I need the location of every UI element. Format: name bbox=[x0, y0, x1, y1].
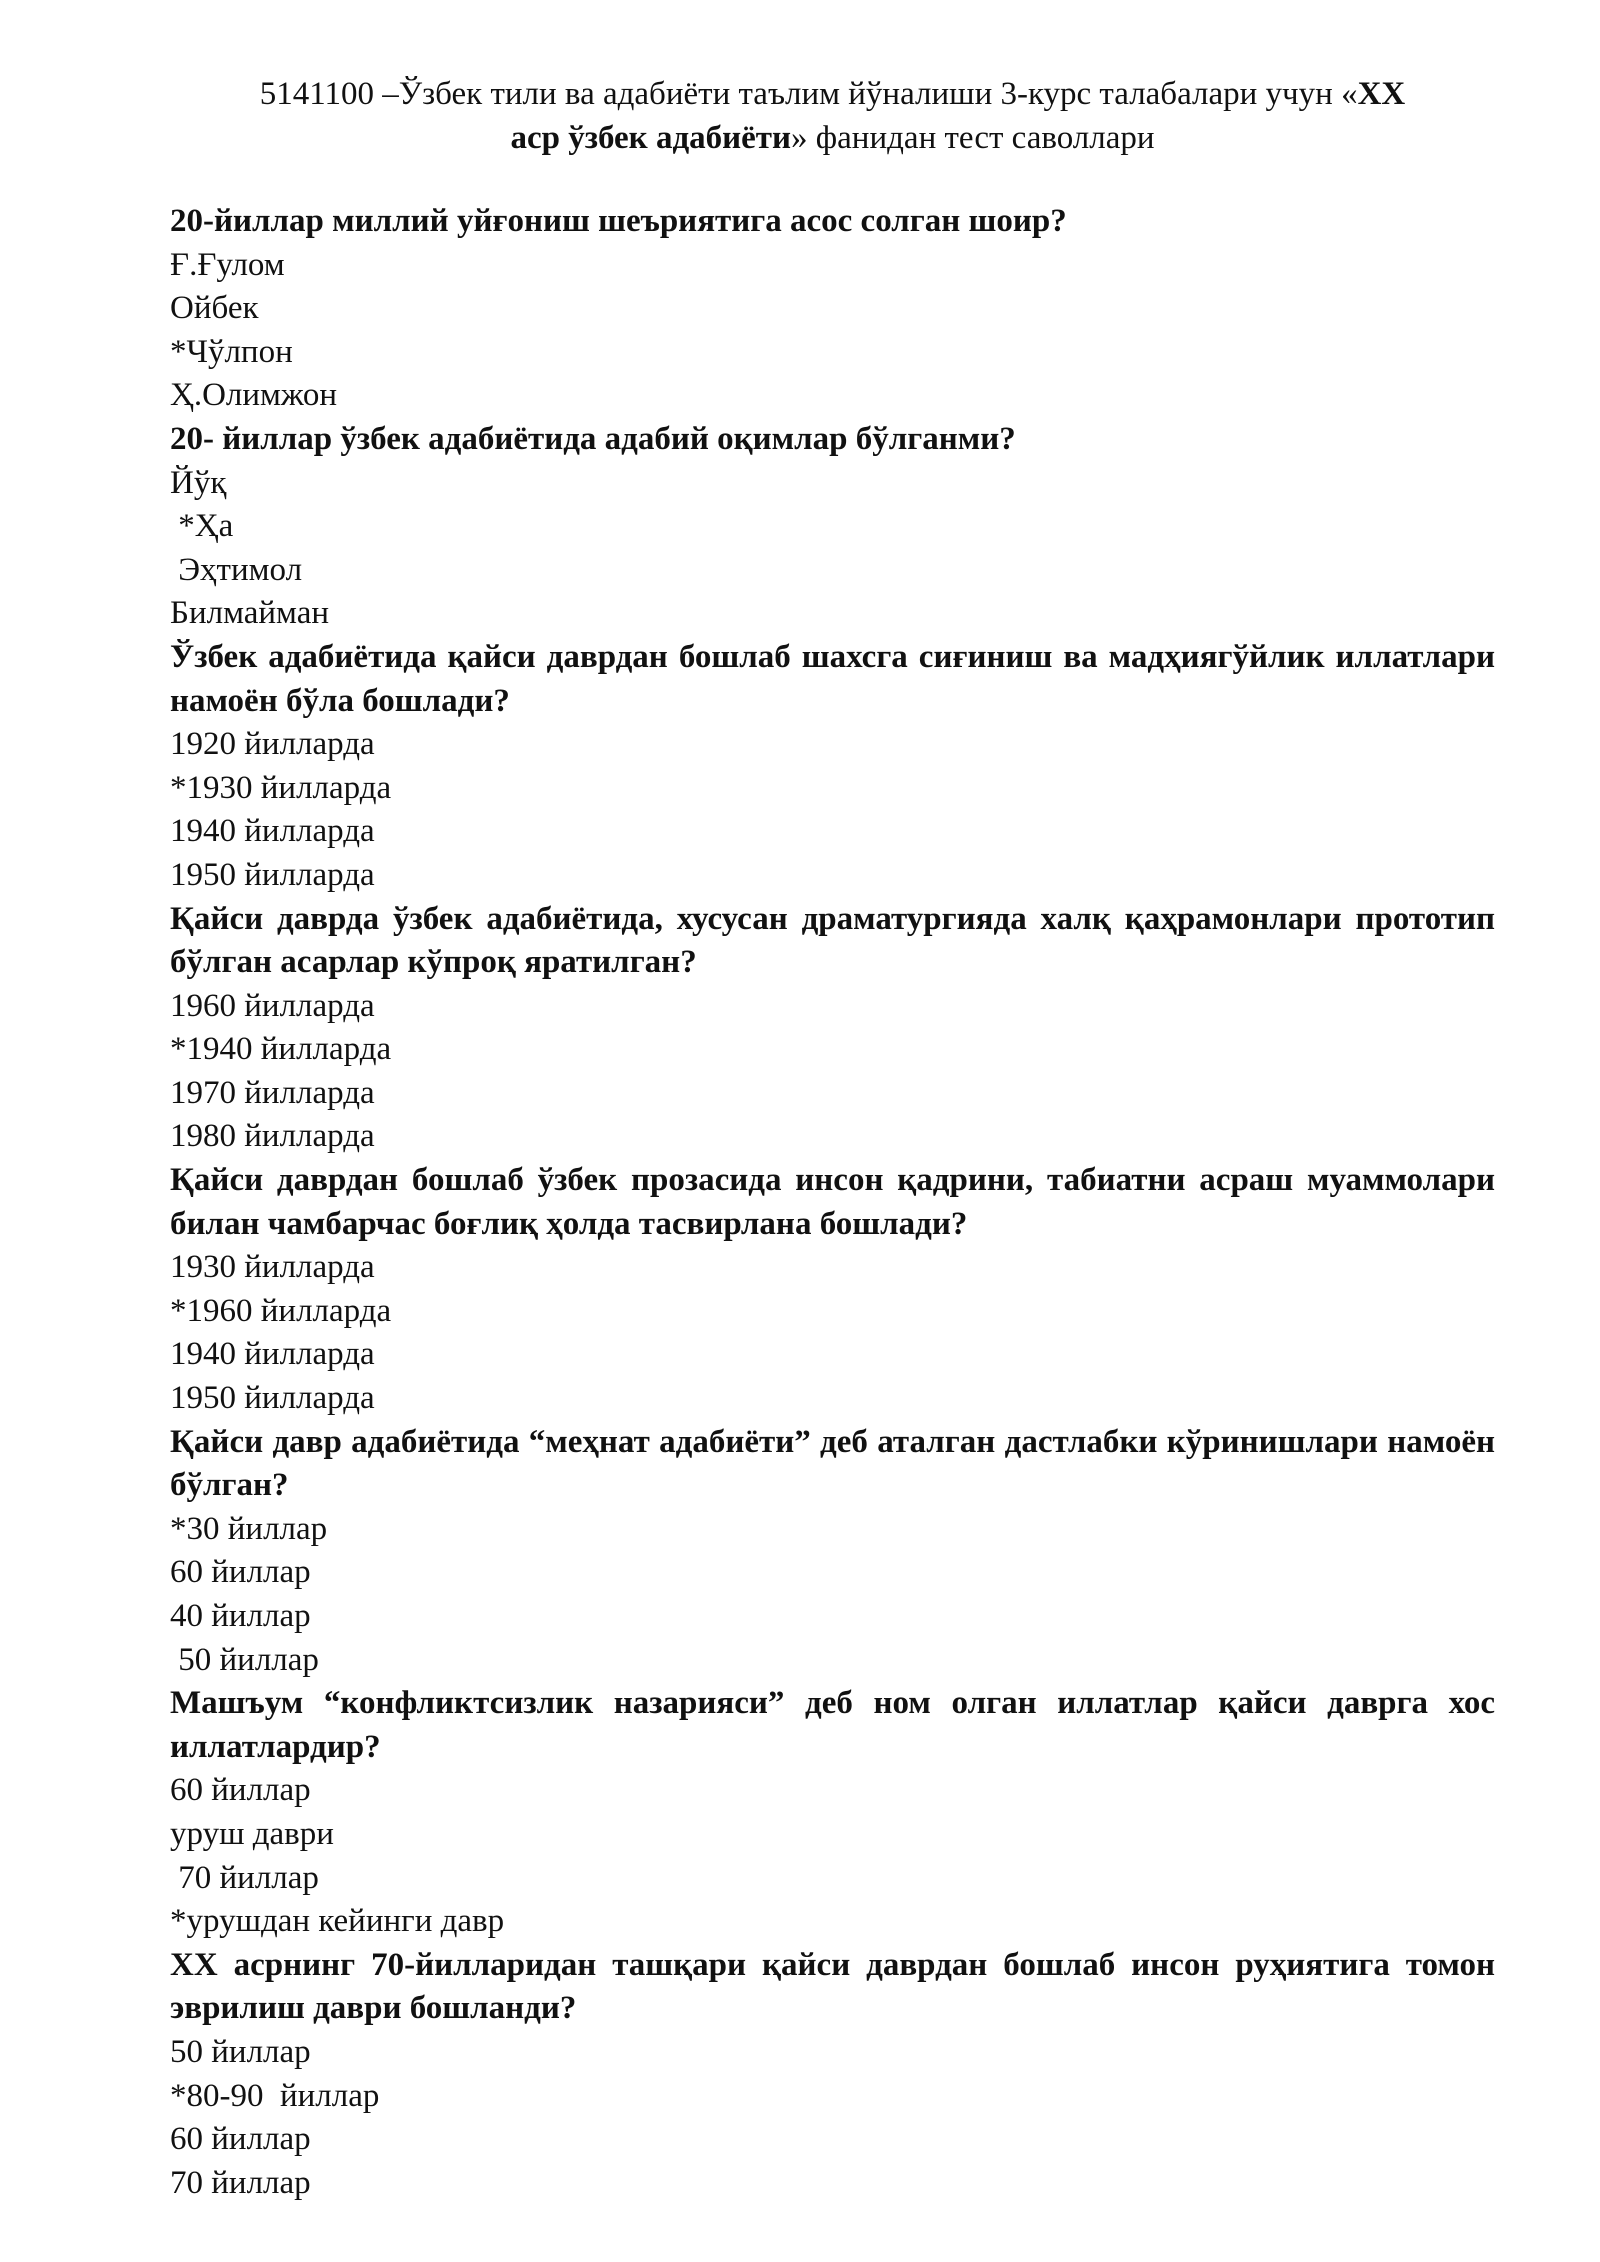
answer-option: 60 йиллар bbox=[170, 2121, 311, 2158]
header-bold-2: аср ўзбек адабиёти bbox=[510, 120, 792, 156]
answer-option: 1980 йилларда bbox=[170, 1118, 375, 1155]
header-text-1: 5141100 –Ўзбек тили ва адабиёти таълим йўналиши 3-курс талабалари учун « bbox=[259, 76, 1358, 112]
question-block-3 bbox=[170, 636, 1495, 898]
question-text: 20-йиллар миллий уйғониш шеъриятига асос солган шоир? bbox=[170, 203, 1067, 239]
question-text: Қайси даврда ўзбек адабиётида, хусусан драматургияда халқ қаҳрамонлари прототип бўлган асарлар кўпроқ яратилган? bbox=[170, 900, 1495, 981]
document-header bbox=[170, 72, 1495, 160]
answer-option: 1940 йилларда bbox=[170, 813, 375, 850]
question-block-1 bbox=[170, 200, 1495, 418]
answer-option: *80-90 йиллар bbox=[170, 2077, 380, 2114]
question-text: 20- йиллар ўзбек адабиётида адабий оқимлар бўлганми? bbox=[170, 420, 1016, 457]
header-line-1 bbox=[170, 72, 1495, 116]
question-block-2 bbox=[170, 418, 1495, 636]
answer-option: 1950 йилларда bbox=[170, 856, 375, 893]
answer-option: *урушдан кейинги давр bbox=[170, 1903, 505, 1940]
answer-option: Билмайман bbox=[170, 595, 330, 632]
answer-option: 50 йиллар bbox=[170, 1641, 319, 1678]
question-block-7 bbox=[170, 1682, 1495, 1944]
answer-option: Йўқ bbox=[170, 464, 227, 501]
document-page bbox=[170, 72, 1495, 2205]
answer-option: 1970 йилларда bbox=[170, 1074, 375, 1111]
answer-option: Ғ.Ғулом bbox=[170, 246, 285, 283]
answer-option: 50 йиллар bbox=[170, 2033, 311, 2070]
answer-option: 1930 йилларда bbox=[170, 1249, 375, 1286]
answer-option: *1940 йилларда bbox=[170, 1031, 392, 1068]
answer-option: Эҳтимол bbox=[170, 551, 303, 588]
header-text-2: » фанидан тест саволлари bbox=[791, 120, 1155, 156]
answer-option: *Ҳа bbox=[170, 508, 234, 545]
question-block-6 bbox=[170, 1421, 1495, 1683]
question-text: Қайси давр адабиётида “меҳнат адабиёти” деб аталган дастлабки кўринишлари намоён бўлган? bbox=[170, 1423, 1495, 1504]
question-text: Машъум “конфликтсизлик назарияси” деб ном олган иллатлар қайси даврга хос иллатлардир? bbox=[170, 1685, 1495, 1765]
answer-option: 60 йиллар bbox=[170, 1772, 311, 1809]
answer-option: 1950 йилларда bbox=[170, 1380, 375, 1417]
answer-option: Ойбек bbox=[170, 290, 259, 327]
question-text: Ўзбек адабиётида қайси даврдан бошлаб шахсга сиғиниш ва мадҳиягўйлик иллатлари намоён бўла бошлади? bbox=[170, 638, 1495, 719]
question-block-4 bbox=[170, 898, 1495, 1160]
question-text: Қайси даврдан бошлаб ўзбек прозасида инсон қадрини, табиатни асраш муаммолари билан чамбарчас боғлиқ ҳолда тасвирлана бошлади? bbox=[170, 1162, 1495, 1242]
answer-option: Ҳ.Олимжон bbox=[170, 377, 338, 414]
answer-option: *1960 йилларда bbox=[170, 1292, 392, 1329]
header-line-2 bbox=[170, 116, 1495, 160]
answer-option: *Чўлпон bbox=[170, 333, 293, 370]
question-text: XX асрнинг 70-йилларидан ташқари қайси даврдан бошлаб инсон руҳиятига томон эврилиш даври бошланди? bbox=[170, 1946, 1495, 2027]
answer-option: 1960 йилларда bbox=[170, 987, 375, 1024]
answer-option: 40 йиллар bbox=[170, 1598, 311, 1634]
answer-option: 1920 йилларда bbox=[170, 726, 375, 763]
answer-option: уруш даври bbox=[170, 1815, 334, 1852]
answer-option: 60 йиллар bbox=[170, 1554, 311, 1591]
answer-option: 1940 йилларда bbox=[170, 1336, 375, 1373]
question-block-8 bbox=[170, 1944, 1495, 2206]
question-block-5 bbox=[170, 1159, 1495, 1421]
header-bold-1: XX bbox=[1357, 76, 1406, 112]
answer-option: *1930 йилларда bbox=[170, 769, 392, 806]
answer-option: *30 йиллар bbox=[170, 1510, 328, 1547]
answer-option: 70 йиллар bbox=[170, 2164, 311, 2201]
answer-option: 70 йиллар bbox=[170, 1859, 319, 1896]
